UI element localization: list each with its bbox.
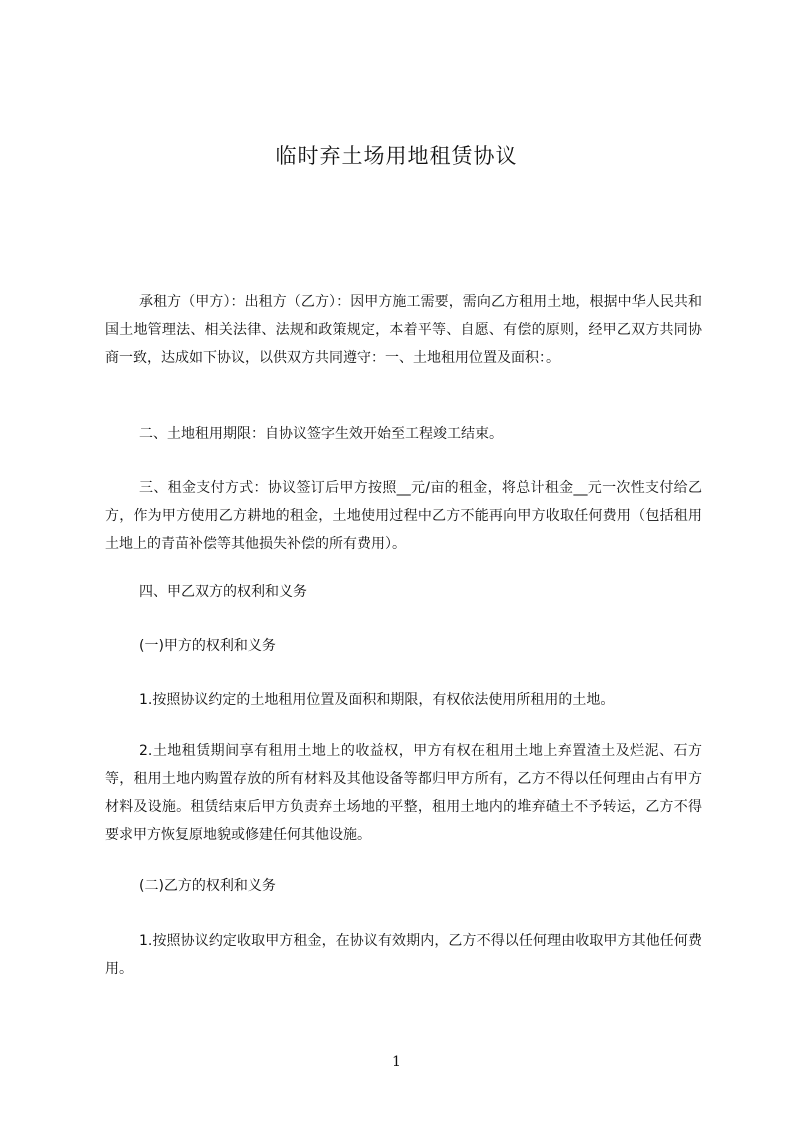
paragraph-preamble: 承租方（甲方）：出租方（乙方）：因甲方施工需要，需向乙方租用土地，根据中华人民共和国土地管理法、相关法律、法规和政策规定，本着平等、自愿、有偿的原则，经甲乙双方共同协商一致，达成如下协议，以供双方共同遵守：一、土地租用位置及面积：。 <box>105 294 702 366</box>
document-title: 临时弃土场用地租赁协议 <box>275 144 518 168</box>
paragraph-lease-term: 二、土地租用期限：自协议签字生效开始至工程竣工结束。 <box>139 426 503 442</box>
page-number: 1 <box>392 1054 401 1070</box>
subsection-heading-party-a: (一)甲方的权利和义务 <box>139 638 276 654</box>
paragraph-party-a-item-1: 1.按照协议约定的土地租用位置及面积和期限，有权依法使用所租用的土地。 <box>139 692 615 708</box>
subsection-heading-party-b: (二)乙方的权利和义务 <box>139 878 276 894</box>
paragraph-party-a-item-2: 2.土地租赁期间享有租用土地上的收益权，甲方有权在租用土地上弃置渣土及烂泥、石方等，租用土地内购置存放的所有材料及其他设备等都归甲方所有，乙方不得以任何理由占有甲方材料及设施。租赁结束后甲方负责弃土场地的平整，租用土地内的堆弃碴土不予转运，乙方不得要求甲方恢复原地貌或修建任何其他设施。 <box>105 743 702 843</box>
paragraph-rent-payment: 三、租金支付方式：协议签订后甲方按照__元/亩的租金，将总计租金__元一次性支付给乙方，作为甲方使用乙方耕地的租金，土地使用过程中乙方不能再向甲方收取任何费用（包括租用土地上的青苗补偿等其他损失补偿的所有费用）。 <box>105 480 702 552</box>
section-heading-rights: 四、甲乙双方的权利和义务 <box>139 584 307 600</box>
paragraph-party-b-item-1: 1.按照协议约定收取甲方租金，在协议有效期内，乙方不得以任何理由收取甲方其他任何费用。 <box>105 933 702 977</box>
